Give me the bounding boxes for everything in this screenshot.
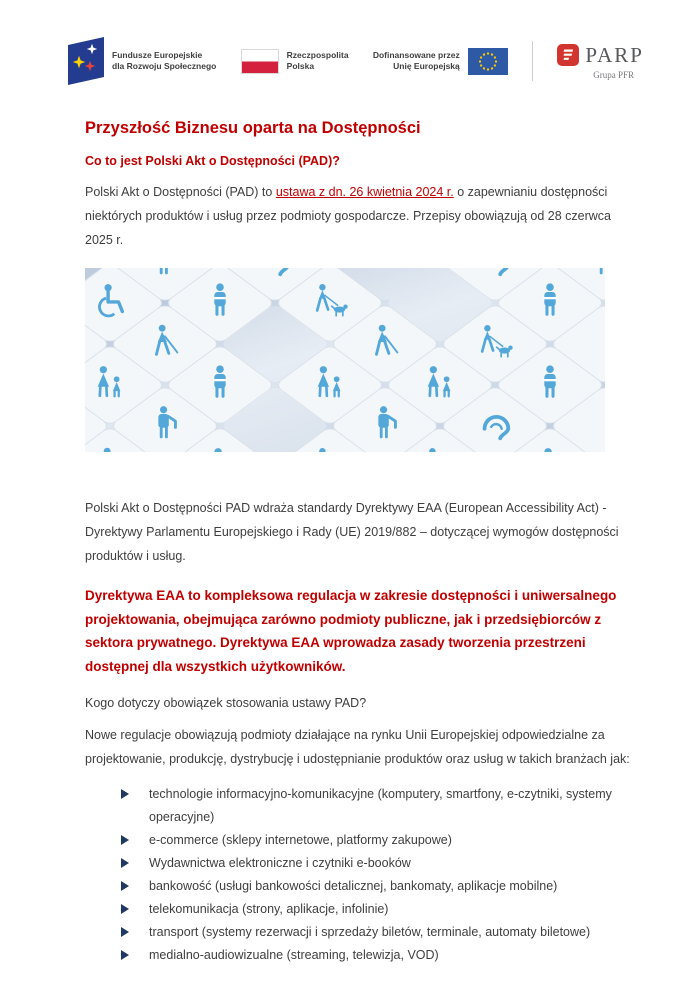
arrow-bullet-icon	[121, 881, 129, 891]
list-item	[85, 875, 630, 898]
accessibility-hero-image	[85, 268, 605, 452]
arrow-bullet-icon	[121, 789, 129, 799]
scope-paragraph: Nowe regulacje obowiązują podmioty działające na rynku Unii Europejskiej odpowiedzialne za projektowanie, produkcję, dystrybucję i udostępnianie produktów oraz usług w takich branżach jak:	[85, 727, 630, 766]
list-item-text: medialno-audiowizualne (streaming, telewizja, VOD)	[149, 948, 439, 962]
eu-flag-icon	[468, 48, 508, 75]
eaa-highlight-paragraph: Dyrektywa EAA to kompleksowa regulacja w zakresie dostępności i uniwersalnego projektowania, obejmująca zarówno podmioty publiczne, jak i przedsiębiorców z sektora prywatnego. Dyrektywa EAA wprowadza zasady tworzenia przestrzeni dostępnej dla wszystkich użytkowników.	[85, 588, 617, 674]
arrow-bullet-icon	[121, 858, 129, 868]
list-item	[85, 852, 630, 875]
list-item	[85, 944, 630, 967]
list-item-text: transport (systemy rezerwacji i sprzedaży biletów, terminale, automaty biletowe)	[149, 925, 591, 939]
list-item-text: Wydawnictwa elektroniczne i czytniki e-booków	[149, 856, 411, 870]
hero-tile-grid	[85, 268, 605, 452]
page-title: Przyszłość Biznesu oparta na Dostępności	[85, 119, 421, 137]
list-item-text: technologie informacyjno-komunikacyjne (komputery, smartfony, e-czytniki, systemy operacyjne)	[149, 787, 612, 824]
arrow-bullet-icon	[121, 950, 129, 960]
eu-cofunded-line1: Dofinansowane przez	[372, 49, 460, 60]
poland-logo	[241, 49, 349, 74]
eu-funds-line1: Fundusze Europejskie	[112, 49, 203, 60]
intro-paragraph	[85, 180, 630, 252]
eu-cofunded-label	[373, 50, 460, 72]
poland-label	[287, 50, 349, 72]
eu-funds-flag-icon	[68, 37, 104, 85]
poland-line1: Rzeczpospolita	[286, 49, 349, 60]
law-link[interactable]: ustawa z dn. 26 kwietnia 2024 r.	[275, 185, 454, 199]
poland-flag-icon	[241, 49, 279, 74]
poland-line2: Polska	[286, 61, 315, 71]
list-item-text: telekomunikacja (strony, aplikacje, infolinie)	[149, 902, 389, 916]
eu-cofunded-line2: Unię Europejską	[393, 61, 460, 71]
eu-funds-label	[112, 50, 216, 72]
intro-text-before: Polski Akt o Dostępności (PAD) to	[85, 185, 276, 199]
list-item-text: e-commerce (sklepy internetowe, platformy zakupowe)	[149, 833, 452, 847]
list-item	[85, 783, 630, 829]
list-item	[85, 921, 630, 944]
header-divider	[532, 41, 533, 81]
document-body	[0, 119, 700, 967]
parp-name: PARP	[585, 42, 644, 67]
eu-cofunded-logo	[373, 48, 508, 75]
list-item-text: bankowość (usługi bankowości detalicznej, bankomaty, aplikacje mobilne)	[149, 879, 558, 893]
intro-text-after: o zapewnianiu dostępności niektórych produktów i usług przez podmioty gospodarcze. Przepisy obowiązują od 28 czerwca 2025 r.	[85, 185, 611, 247]
list-item	[85, 829, 630, 852]
eaa-paragraph: Polski Akt o Dostępności PAD wdraża standardy Dyrektywy EAA (European Accessibility Act) - Dyrektywy Parlamentu Europejskiego i Rady (UE) 2019/882 – dotyczącej wymogów dostępności produktów i usług.	[85, 501, 619, 563]
eu-funds-line2: dla Rozwoju Społecznego	[112, 61, 217, 71]
list-item	[85, 898, 630, 921]
arrow-bullet-icon	[121, 904, 129, 914]
who-question: Kogo dotyczy obowiązek stosowania ustawy PAD?	[85, 696, 367, 710]
parp-mark-icon	[557, 44, 579, 66]
page-header	[0, 0, 700, 89]
arrow-bullet-icon	[121, 927, 129, 937]
parp-logo	[557, 43, 644, 80]
parp-group-label: Grupa PFR	[593, 69, 635, 80]
arrow-bullet-icon	[121, 835, 129, 845]
eu-funds-logo	[68, 37, 216, 85]
section-heading-what-is-pad: Co to jest Polski Akt o Dostępności (PAD)?	[85, 154, 340, 168]
industries-list	[85, 783, 630, 967]
